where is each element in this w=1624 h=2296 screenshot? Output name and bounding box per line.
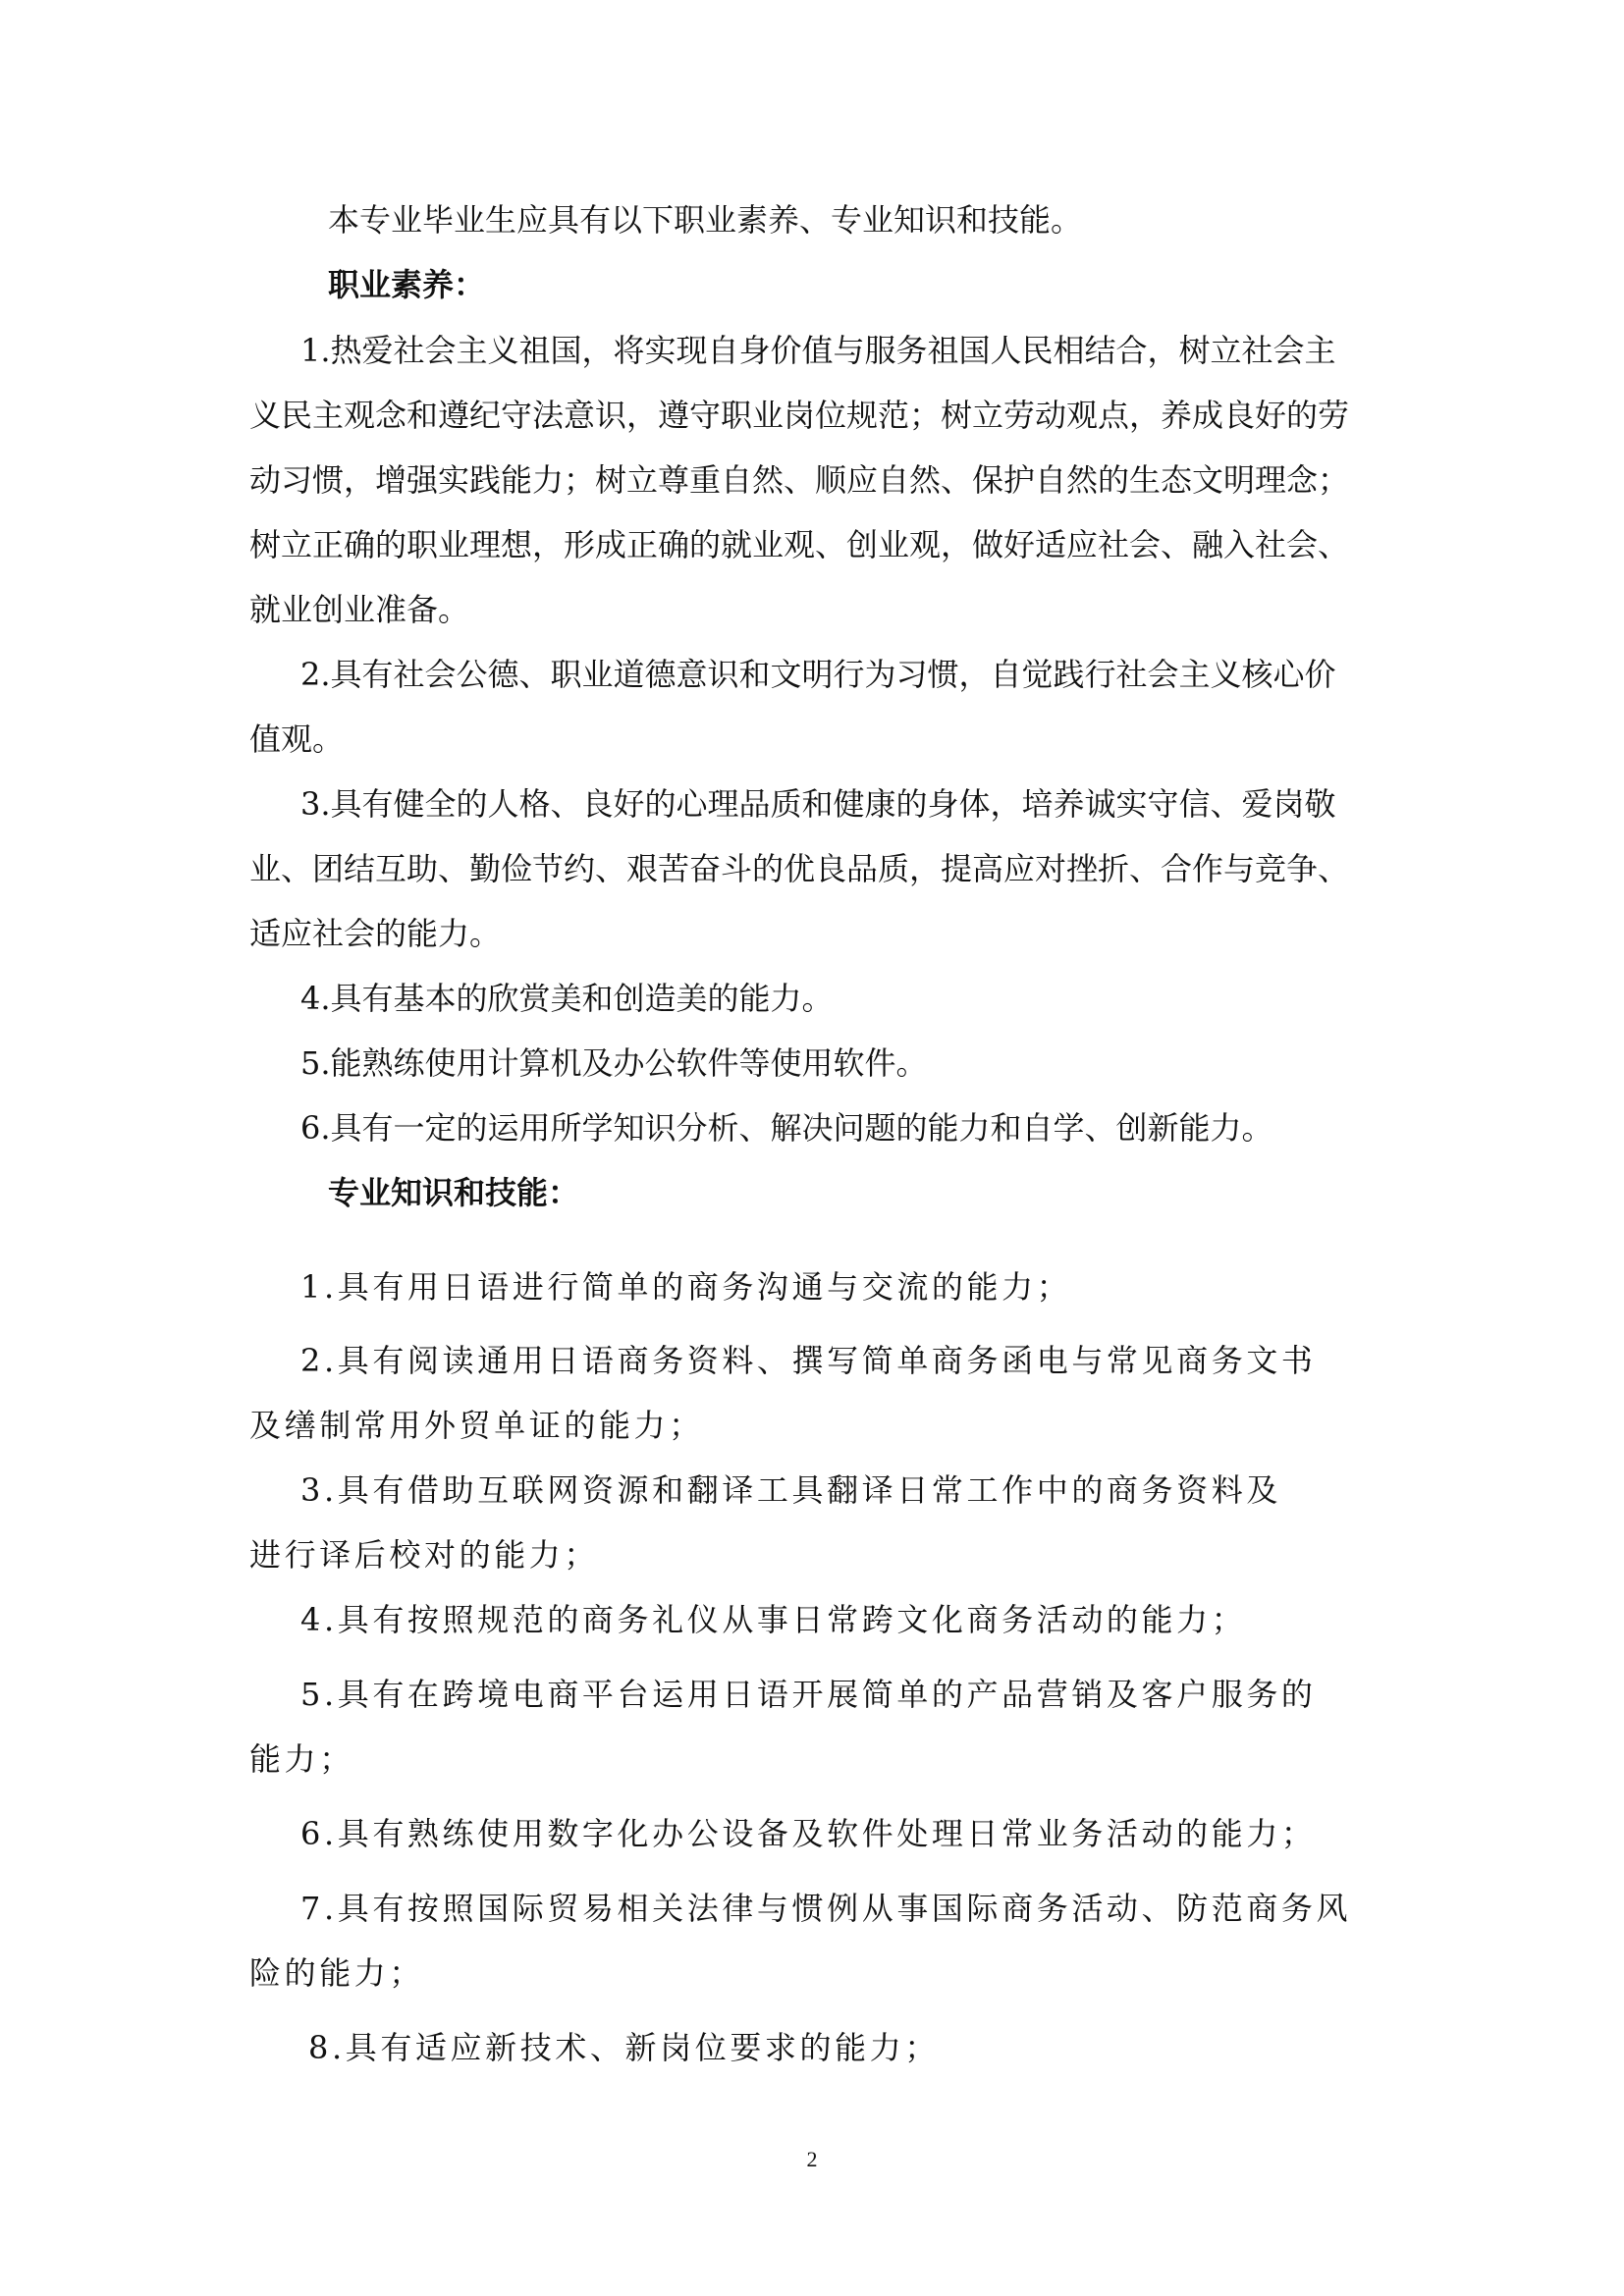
list-item-line: 7.具有按照国际贸易相关法律与惯例从事国际商务活动、防范商务风	[300, 1890, 1352, 1927]
intro-paragraph: 本专业毕业生应具有以下职业素养、专业知识和技能。	[328, 201, 1083, 239]
list-item-line: 5.能熟练使用计算机及办公软件等使用软件。	[300, 1044, 928, 1082]
section-heading-professional-quality: 职业素养：	[328, 266, 486, 303]
list-item-line: 3.具有借助互联网资源和翻译工具翻译日常工作中的商务资料及	[300, 1471, 1281, 1509]
list-item-line: 险的能力；	[249, 1954, 425, 1992]
list-item-line: 4.具有按照规范的商务礼仪从事日常跨文化商务活动的能力；	[300, 1601, 1247, 1638]
list-item-line: 进行译后校对的能力；	[249, 1536, 600, 1574]
list-item-line: 4.具有基本的欣赏美和创造美的能力。	[300, 980, 834, 1017]
list-item-line: 2.具有阅读通用日语商务资料、撰写简单商务函电与常见商务文书	[300, 1342, 1317, 1379]
list-item-line: 动习惯，增强实践能力；树立尊重自然、顺应自然、保护自然的生态文明理念；	[249, 461, 1350, 499]
list-item-line: 1.具有用日语进行简单的商务沟通与交流的能力；	[300, 1268, 1072, 1306]
list-item-line: 树立正确的职业理想，形成正确的就业观、创业观，做好适应社会、融入社会、	[249, 526, 1350, 563]
list-item-line: 3.具有健全的人格、良好的心理品质和健康的身体，培养诚实守信、爱岗敬	[300, 785, 1336, 823]
page-number: 2	[806, 2147, 818, 2171]
list-item-line: 值观。	[249, 721, 345, 758]
list-item-line: 8.具有适应新技术、新岗位要求的能力；	[308, 2029, 940, 2066]
list-item-line: 1.热爱社会主义祖国，将实现自身价值与服务祖国人民相结合，树立社会主	[300, 332, 1336, 369]
list-item-line: 6.具有熟练使用数字化办公设备及软件处理日常业务活动的能力；	[300, 1815, 1317, 1852]
list-item-line: 义民主观念和遵纪守法意识，遵守职业岗位规范；树立劳动观点，养成良好的劳	[249, 397, 1350, 434]
list-item-line: 就业创业准备。	[249, 591, 470, 628]
list-item-line: 5.具有在跨境电商平台运用日语开展简单的产品营销及客户服务的	[300, 1676, 1317, 1713]
list-item-line: 适应社会的能力。	[249, 915, 502, 952]
list-item-line: 及缮制常用外贸单证的能力；	[249, 1407, 704, 1444]
list-item-line: 6.具有一定的运用所学知识分析、解决问题的能力和自学、创新能力。	[300, 1109, 1273, 1147]
section-heading-knowledge-skills: 专业知识和技能：	[328, 1174, 580, 1211]
list-item-line: 2.具有社会公德、职业道德意识和文明行为习惯，自觉践行社会主义核心价	[300, 656, 1336, 693]
list-item-line: 能力；	[249, 1740, 354, 1778]
list-item-line: 业、团结互助、勤俭节约、艰苦奋斗的优良品质，提高应对挫折、合作与竞争、	[249, 850, 1350, 887]
